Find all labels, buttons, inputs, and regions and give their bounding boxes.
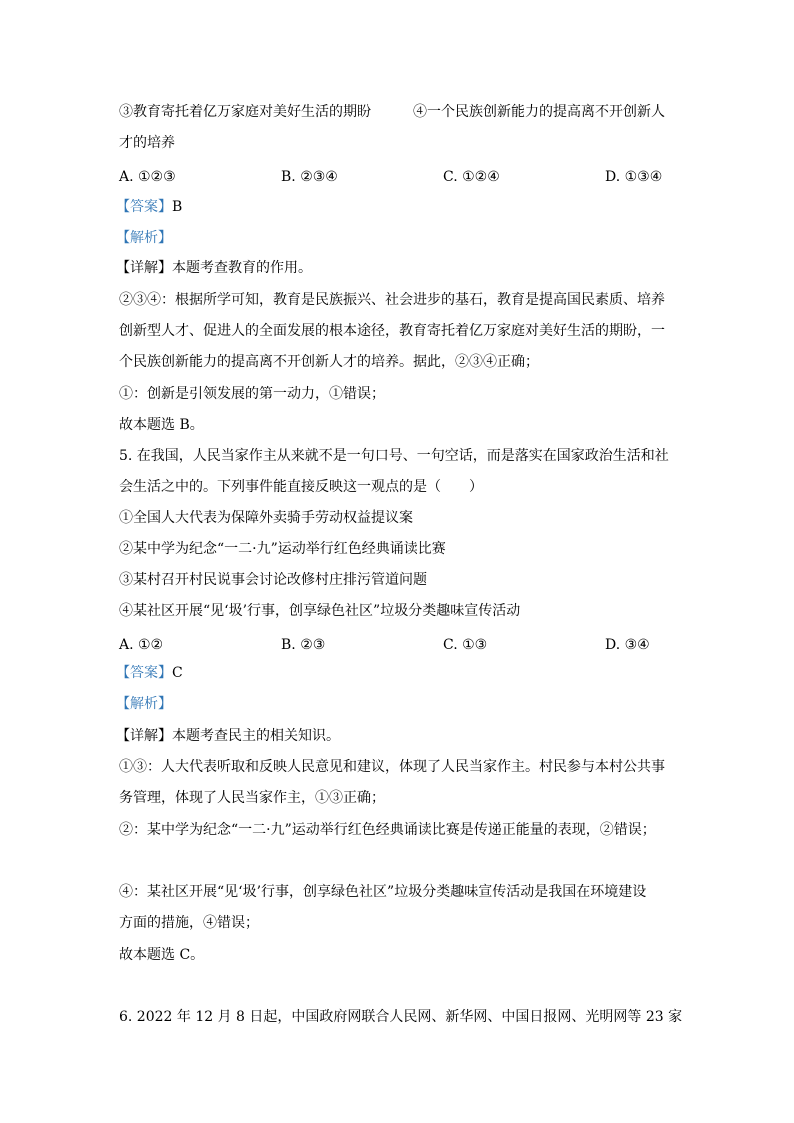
q5-explain-line: ④：某社区开展“见‘圾’行事，创享绿色社区”垃圾分类趣味宣传活动是我国在环境建设 [119,884,647,900]
q4-item-3: ③教育寄托着亿万家庭对美好生活的期盼 [119,104,371,120]
q5-item-4: ④某社区开展“见‘圾’行事，创享绿色社区”垃圾分类趣味宣传活动 [119,603,521,619]
q4-explain-line: 创新型人才、促进人的全面发展的根本途径，教育寄托着亿万家庭对美好生活的期盼，一 [119,323,665,339]
q5-stem: 5. 在我国，人民当家作主从来就不是一句口号、一句空话，而是落实在国家政治生活和社 [119,448,669,464]
answer-tag: 【答案】 [116,665,172,681]
q5-stem-cont: 会生活之中的。下列事件能直接反映这一观点的是（ ） [119,479,483,495]
q5-conclusion: 故本题选 C。 [119,947,205,963]
answer-value: C [172,665,183,681]
q4-analysis-tag: 【解析】 [116,230,172,246]
q5-item-3: ③某村召开村民说事会讨论改修村庄排污管道问题 [119,572,427,588]
q4-option-c: C. ①②④ [443,169,500,185]
q5-explain-line: ②：某中学为纪念“一二·九”运动举行红色经典诵读比赛是传递正能量的表现，②错误； [119,822,656,838]
q4-explain-line: ①：创新是引领发展的第一动力，①错误； [119,386,385,402]
q5-explain-line: 务管理，体现了人民当家作主，①③正确； [119,790,385,806]
q4-item-4: ④一个民族创新能力的提高离不开创新人 [413,104,665,120]
q5-detail: 【详解】本题考查民主的相关知识。 [116,728,340,744]
q5-explain-line: ①③：人大代表听取和反映人民意见和建议，体现了人民当家作主。村民参与本村公共事 [119,759,665,775]
q5-item-2: ②某中学为纪念“一二·九”运动举行红色经典诵读比赛 [119,541,446,557]
q4-item-4-cont: 才的培养 [119,135,175,151]
q5-option-d: D. ③④ [605,637,650,653]
q4-conclusion: 故本题选 B。 [119,417,204,433]
q5-option-a: A. ①② [119,637,164,653]
answer-value: B [172,199,183,215]
q4-explain-line: ②③④：根据所学可知，教育是民族振兴、社会进步的基石，教育是提高国民素质、培养 [119,292,665,308]
q5-item-1: ①全国人大代表为保障外卖骑手劳动权益提议案 [119,510,413,526]
q4-option-b: B. ②③④ [281,169,338,185]
q6-stem: 6. 2022 年 12 月 8 日起，中国政府网联合人民网、新华网、中国日报网、光明网等 23 家 [119,1009,683,1025]
q5-analysis-tag: 【解析】 [116,696,172,712]
q4-option-d: D. ①③④ [605,169,663,185]
q5-answer [116,664,183,682]
q5-explain-line: 方面的措施，④错误； [119,915,259,931]
q4-answer [116,198,182,216]
q4-explain-line: 个民族创新能力的提高离不开创新人才的培养。据此，②③④正确； [119,354,539,370]
q5-option-c: C. ①③ [443,637,488,653]
q5-option-b: B. ②③ [281,637,326,653]
q4-detail: 【详解】本题考查教育的作用。 [116,260,312,276]
q4-option-a: A. ①②③ [119,169,176,185]
answer-tag: 【答案】 [116,199,172,215]
